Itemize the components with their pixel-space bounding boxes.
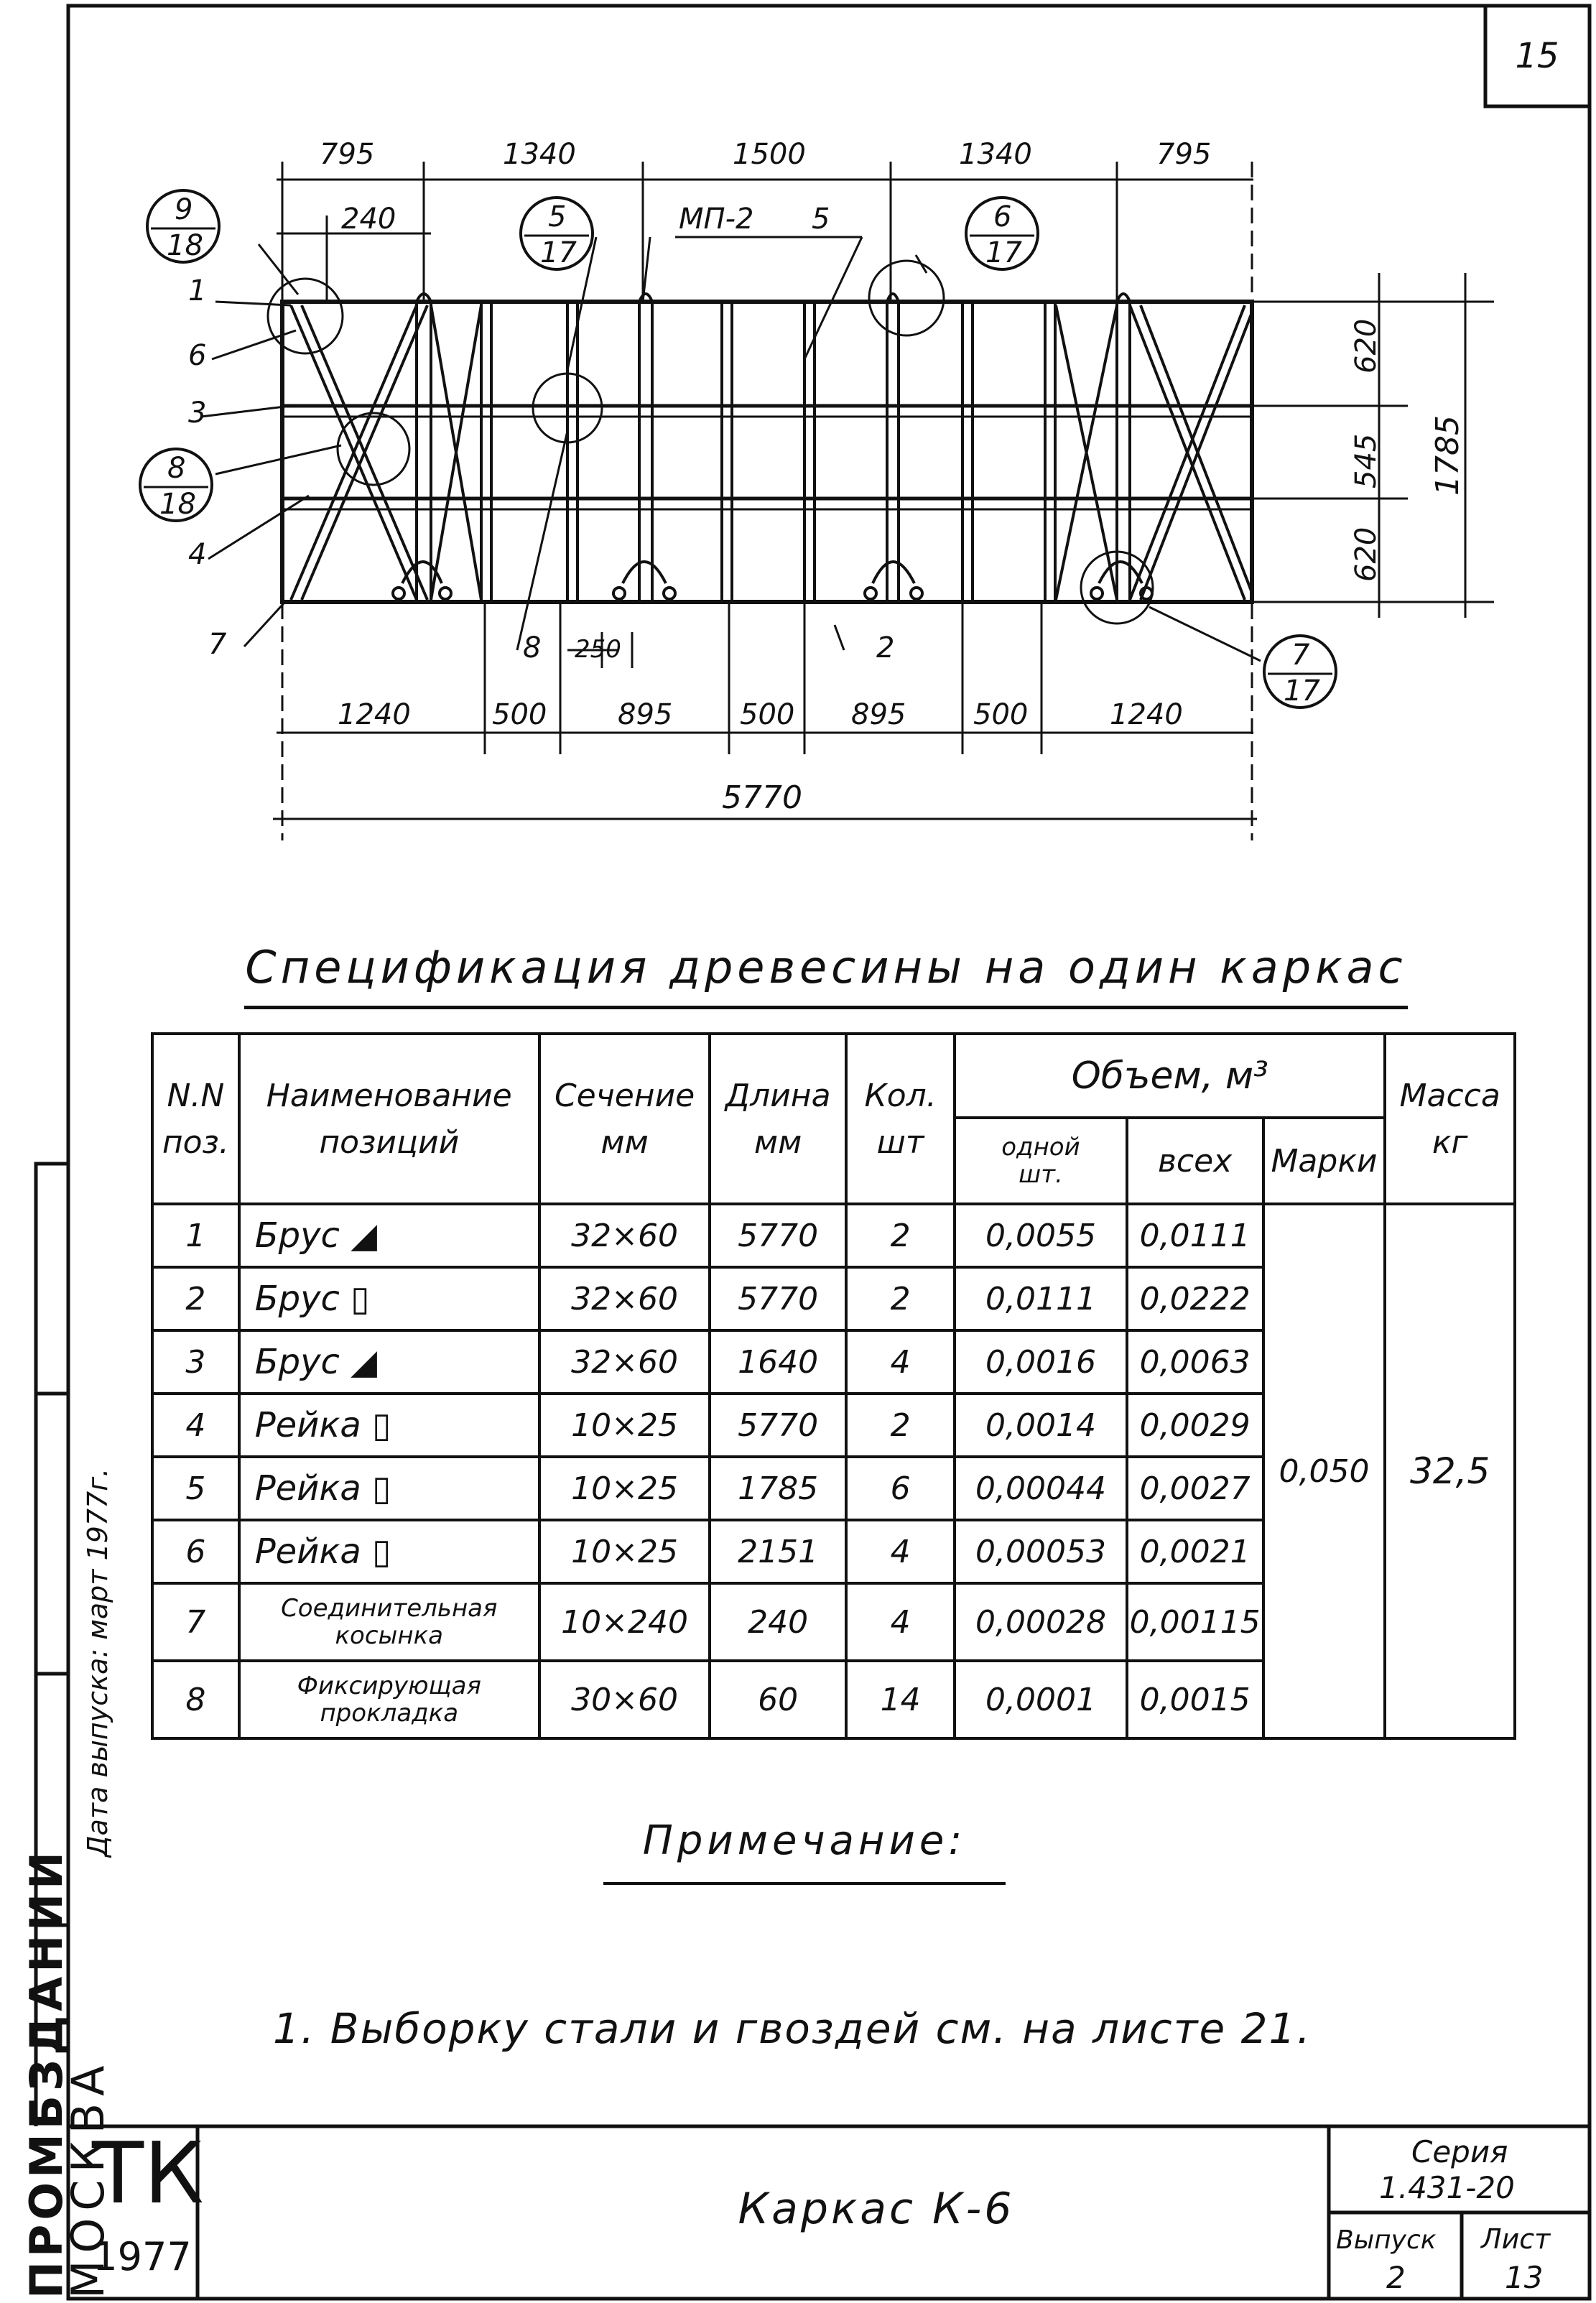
header-row-1 bbox=[152, 1034, 1515, 1118]
header-pos-l2: поз. bbox=[162, 1123, 229, 1161]
logo-year: 1977 bbox=[93, 2234, 192, 2279]
dims-top bbox=[277, 162, 1253, 302]
plan-labels bbox=[188, 138, 1466, 816]
cell-name bbox=[239, 1520, 539, 1583]
dim-top-4: 1340 bbox=[959, 138, 1032, 171]
series-label: Серия bbox=[1411, 2134, 1508, 2169]
cell-pos: 7 bbox=[152, 1583, 239, 1661]
header-vol-mark: Марки bbox=[1263, 1118, 1386, 1204]
label-mp2: МП-2 bbox=[679, 203, 754, 236]
header-qty bbox=[846, 1034, 955, 1204]
cell-pos: 1 bbox=[152, 1204, 239, 1267]
callout-num: 6 bbox=[993, 200, 1012, 233]
callout-den: 17 bbox=[985, 236, 1022, 269]
cell-name-text: Рейка bbox=[254, 1532, 361, 1572]
cell-section: 32×60 bbox=[539, 1204, 710, 1267]
side-release-stamp: Дата выпуска: март 1977г. bbox=[82, 1468, 113, 1857]
label-left-3: 3 bbox=[188, 397, 207, 430]
cell-length: 60 bbox=[710, 1661, 846, 1738]
label-8: 8 bbox=[523, 631, 542, 664]
dim-bottom-2: 500 bbox=[492, 698, 547, 731]
cell-name-l1: Фиксирующая bbox=[297, 1672, 481, 1700]
dim-bottom-7: 1240 bbox=[1110, 698, 1183, 731]
header-vol-one-l2: шт. bbox=[1019, 1160, 1063, 1189]
dim-bottom-4: 500 bbox=[740, 698, 795, 731]
cell-vol-one: 0,0016 bbox=[955, 1330, 1126, 1394]
cell-vol-all: 0,0021 bbox=[1127, 1520, 1263, 1583]
header-mass bbox=[1385, 1034, 1515, 1204]
header-qty-l2: шт bbox=[876, 1123, 924, 1161]
label-left-1: 1 bbox=[188, 274, 207, 307]
cell-length: 240 bbox=[710, 1583, 846, 1661]
cell-pos: 6 bbox=[152, 1520, 239, 1583]
cell-qty: 2 bbox=[846, 1204, 955, 1267]
posts bbox=[417, 302, 1130, 602]
label-left-6: 6 bbox=[188, 339, 207, 372]
drawing-title: Каркас К-6 bbox=[738, 2184, 1015, 2234]
cell-section: 10×25 bbox=[539, 1457, 710, 1520]
header-qty-l1: Кол. bbox=[864, 1077, 937, 1114]
label-5: 5 bbox=[812, 203, 830, 236]
header-pos-l1: N.N bbox=[167, 1077, 225, 1114]
braces-right bbox=[1056, 305, 1252, 600]
cell-vol-one: 0,00028 bbox=[955, 1583, 1126, 1661]
cell-qty: 14 bbox=[846, 1661, 955, 1738]
cell-vol-all: 0,00115 bbox=[1127, 1583, 1263, 1661]
header-vol-one bbox=[955, 1118, 1126, 1204]
cell-vol-one: 0,00044 bbox=[955, 1457, 1126, 1520]
dim-right-3: 620 bbox=[1350, 527, 1383, 582]
cell-name bbox=[239, 1661, 539, 1738]
issue-value: 2 bbox=[1386, 2260, 1406, 2295]
cell-name-text: Рейка bbox=[254, 1468, 361, 1509]
sheet-value: 13 bbox=[1505, 2260, 1544, 2295]
callout-den: 18 bbox=[159, 488, 196, 521]
cell-vol-mark: 0,050 bbox=[1263, 1204, 1386, 1738]
note-title: Примечание: bbox=[642, 1817, 967, 1864]
dim-right-2: 545 bbox=[1350, 433, 1383, 488]
header-volume: Объем, м³ bbox=[955, 1034, 1385, 1118]
cell-name bbox=[239, 1204, 539, 1267]
triangle-section-icon: ◢ bbox=[351, 1342, 378, 1382]
detail-circles bbox=[268, 261, 1153, 624]
cell-section: 10×25 bbox=[539, 1394, 710, 1457]
cell-vol-all: 0,0027 bbox=[1127, 1457, 1263, 1520]
cell-name-text: Брус bbox=[254, 1279, 340, 1319]
callout-num: 8 bbox=[167, 452, 186, 485]
dim-top-3: 1500 bbox=[733, 138, 806, 171]
dim-top-small: 240 bbox=[341, 203, 396, 236]
header-name-l1: Наименование bbox=[266, 1077, 512, 1114]
cell-qty: 6 bbox=[846, 1457, 955, 1520]
cell-name-text: Брус bbox=[254, 1342, 340, 1382]
cell-section: 32×60 bbox=[539, 1267, 710, 1330]
header-length-l1: Длина bbox=[725, 1077, 831, 1114]
header-name bbox=[239, 1034, 539, 1204]
side-city: МОСКВА bbox=[62, 2058, 114, 2299]
cell-length: 1785 bbox=[710, 1457, 846, 1520]
callout-num: 7 bbox=[1291, 639, 1310, 672]
callout-7-17 bbox=[1264, 636, 1336, 708]
cell-section: 10×240 bbox=[539, 1583, 710, 1661]
series-value: 1.431-20 bbox=[1379, 2170, 1515, 2205]
cell-name bbox=[239, 1330, 539, 1394]
cell-name bbox=[239, 1267, 539, 1330]
cell-length: 2151 bbox=[710, 1520, 846, 1583]
cell-pos: 2 bbox=[152, 1267, 239, 1330]
cell-name-text: Рейка bbox=[254, 1405, 361, 1445]
cell-qty: 4 bbox=[846, 1330, 955, 1394]
label-left-4: 4 bbox=[188, 538, 207, 571]
header-length-l2: мм bbox=[753, 1123, 802, 1161]
side-organization: ПРОМБЗДАНИИ bbox=[20, 1848, 73, 2299]
header-section bbox=[539, 1034, 710, 1204]
issue-label: Выпуск bbox=[1336, 2225, 1437, 2255]
spec-title-underline bbox=[244, 1006, 1408, 1009]
dim-overall-height: 1785 bbox=[1429, 415, 1466, 496]
callout-5-17 bbox=[521, 198, 593, 269]
rect-section-icon: ▯ bbox=[372, 1405, 391, 1445]
cell-pos: 4 bbox=[152, 1394, 239, 1457]
spec-title: Спецификация древесины на один каркас bbox=[245, 941, 1407, 993]
cell-name-l1: Соединительная bbox=[281, 1594, 498, 1623]
cell-vol-one: 0,0111 bbox=[955, 1267, 1126, 1330]
cell-vol-one: 0,00053 bbox=[955, 1520, 1126, 1583]
header-vol-one-l1: одной bbox=[1001, 1133, 1080, 1162]
triangle-section-icon: ◢ bbox=[351, 1215, 378, 1256]
callout-den: 17 bbox=[540, 236, 577, 269]
cell-vol-one: 0,0001 bbox=[955, 1661, 1126, 1738]
callout-den: 17 bbox=[1284, 675, 1320, 708]
dim-bottom-5: 895 bbox=[851, 698, 906, 731]
cell-name-l2: прокладка bbox=[320, 1699, 459, 1728]
label-left-7: 7 bbox=[208, 628, 227, 661]
label-2: 2 bbox=[876, 631, 895, 664]
callout-6-17 bbox=[966, 198, 1038, 269]
callout-den: 18 bbox=[167, 229, 203, 262]
callout-8-18 bbox=[140, 449, 212, 521]
header-mass-l2: кг bbox=[1432, 1123, 1468, 1161]
note-title-underline bbox=[603, 1882, 1006, 1885]
cell-section: 10×25 bbox=[539, 1520, 710, 1583]
cell-qty: 4 bbox=[846, 1520, 955, 1583]
dim-overall-length: 5770 bbox=[722, 779, 802, 816]
sheet-label: Лист bbox=[1481, 2223, 1551, 2255]
dim-bottom-3: 895 bbox=[618, 698, 673, 731]
rect-section-icon: ▯ bbox=[351, 1279, 370, 1319]
cell-vol-one: 0,0014 bbox=[955, 1394, 1126, 1457]
header-name-l2: позиций bbox=[319, 1123, 460, 1161]
cell-pos: 5 bbox=[152, 1457, 239, 1520]
cell-name-l2: косынка bbox=[335, 1621, 443, 1650]
spec-table bbox=[151, 1032, 1516, 1740]
cell-pos: 3 bbox=[152, 1330, 239, 1394]
cell-mass: 32,5 bbox=[1385, 1204, 1515, 1738]
gussets bbox=[393, 562, 1152, 599]
dim-bottom-6: 500 bbox=[973, 698, 1029, 731]
cell-qty: 4 bbox=[846, 1583, 955, 1661]
rect-section-icon: ▯ bbox=[372, 1468, 391, 1509]
cell-vol-all: 0,0222 bbox=[1127, 1267, 1263, 1330]
cell-name bbox=[239, 1457, 539, 1520]
cell-name-text: Брус bbox=[254, 1215, 340, 1256]
header-section-l2: мм bbox=[600, 1123, 649, 1161]
note-text: 1. Выборку стали и гвоздей см. на листе 21. bbox=[273, 2004, 1312, 2053]
header-pos bbox=[152, 1034, 239, 1204]
cell-qty: 2 bbox=[846, 1394, 955, 1457]
header-mass-l1: Масса bbox=[1399, 1077, 1500, 1114]
cell-section: 32×60 bbox=[539, 1330, 710, 1394]
logo-tk: ТК bbox=[92, 2123, 204, 2223]
cell-vol-all: 0,0015 bbox=[1127, 1661, 1263, 1738]
cell-length: 5770 bbox=[710, 1394, 846, 1457]
sheet-number: 15 bbox=[1515, 36, 1559, 76]
title-block-labels bbox=[1336, 2134, 1551, 2295]
table-row bbox=[152, 1204, 1515, 1267]
dim-top-2: 1340 bbox=[503, 138, 576, 171]
cell-length: 5770 bbox=[710, 1267, 846, 1330]
plan-view bbox=[201, 162, 1494, 840]
cell-section: 30×60 bbox=[539, 1661, 710, 1738]
dim-right-1: 620 bbox=[1350, 318, 1383, 374]
callout-9-18 bbox=[147, 190, 219, 262]
cell-length: 1640 bbox=[710, 1330, 846, 1394]
cell-length: 5770 bbox=[710, 1204, 846, 1267]
callout-num: 9 bbox=[175, 193, 193, 226]
dim-top-5: 795 bbox=[1156, 138, 1212, 171]
cell-pos: 8 bbox=[152, 1661, 239, 1738]
callouts bbox=[140, 190, 1336, 708]
cell-vol-one: 0,0055 bbox=[955, 1204, 1126, 1267]
cell-vol-all: 0,0111 bbox=[1127, 1204, 1263, 1267]
header-length bbox=[710, 1034, 846, 1204]
header-vol-all: всех bbox=[1127, 1118, 1263, 1204]
cell-name bbox=[239, 1583, 539, 1661]
dim-small: 250 bbox=[575, 635, 621, 664]
cell-vol-all: 0,0029 bbox=[1127, 1394, 1263, 1457]
cell-vol-all: 0,0063 bbox=[1127, 1330, 1263, 1394]
rect-section-icon: ▯ bbox=[372, 1532, 391, 1572]
cell-qty: 2 bbox=[846, 1267, 955, 1330]
dim-bottom-1: 1240 bbox=[338, 698, 411, 731]
callout-num: 5 bbox=[548, 200, 567, 233]
dim-top-1: 795 bbox=[320, 138, 375, 171]
cell-name bbox=[239, 1394, 539, 1457]
header-section-l1: Сечение bbox=[554, 1077, 695, 1114]
